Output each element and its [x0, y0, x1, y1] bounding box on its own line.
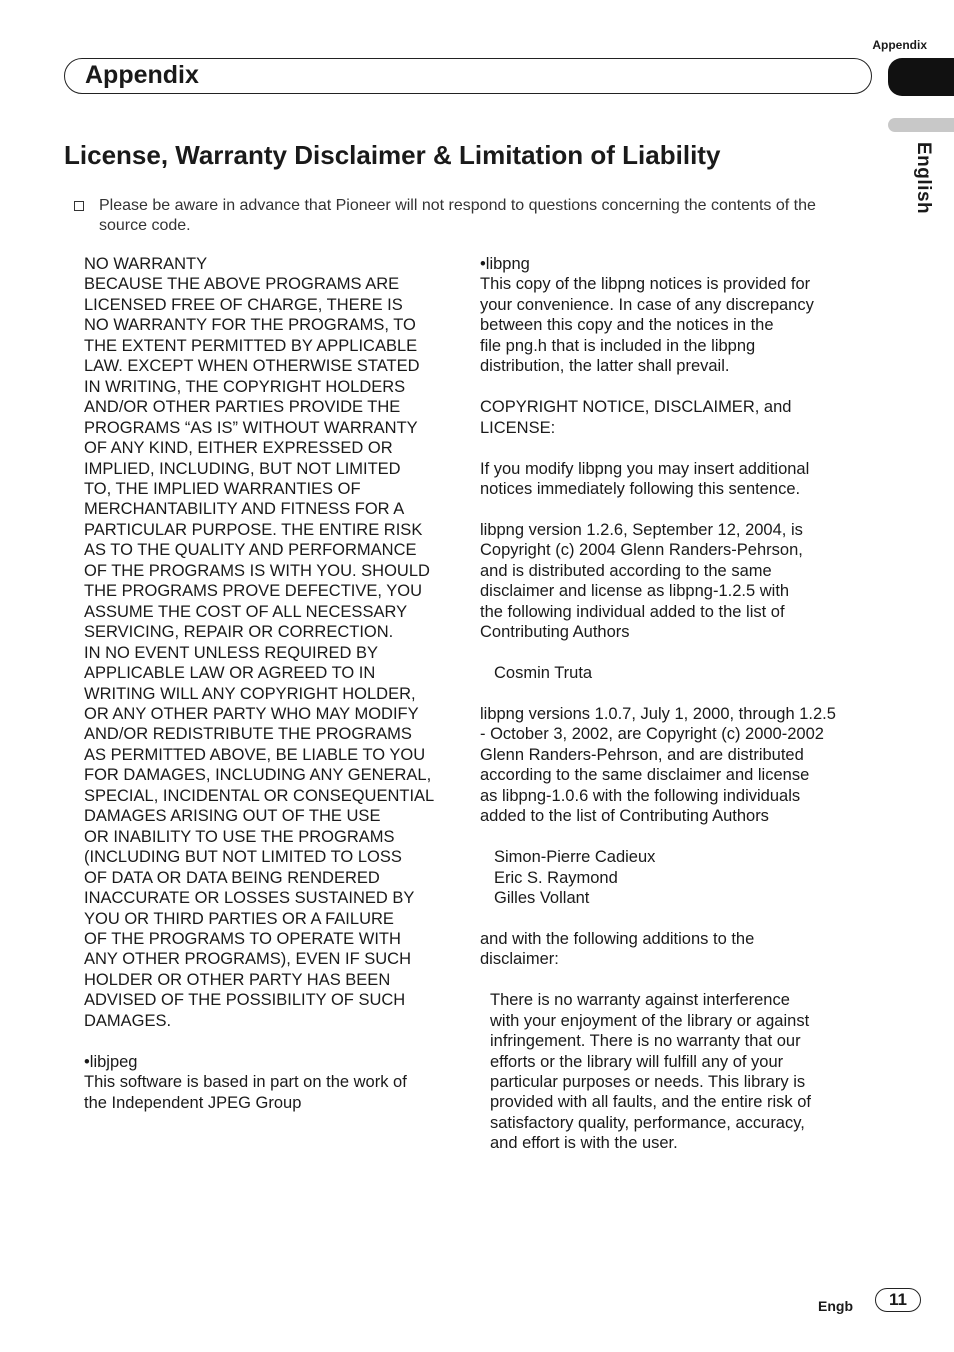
author-126: Cosmin Truta — [494, 664, 593, 682]
warranty-heading: NO WARRANTY — [84, 255, 208, 273]
footer-locale: Engb — [818, 1298, 853, 1314]
additions-body: There is no warranty against interference with your enjoyment of the library or against infringement. There is no warranty that our efforts or the library will fulfill any of your particular purposes or needs. This library is provided with all faults, and the entire risk of satisfactory quality, performance, accuracy, and effort is with the user. — [490, 991, 812, 1153]
liability-body: IN NO EVENT UNLESS REQUIRED BY APPLICABLE LAW OR AGREED TO IN WRITING WILL ANY COPYRIGHT HOLDER, OR ANY OTHER PARTY WHO MAY MODIFY AND/OR REDISTRIBUTE THE PROGRAMS AS PERMITTED ABOVE, BE LIABLE TO YOU FOR DAMAGES, INCLUDING ANY GENERAL, SPECIAL, INCIDENTAL OR CONSEQUENTIAL DAMAGES ARISING OUT OF THE USE OR INABILITY TO USE THE PROGRAMS (INCLUDING BUT NOT LIMITED TO LOSS OF DATA OR DATA BEING RENDERED INACCURATE OR LOSSES SUSTAINED BY YOU OR THIRD PARTIES OR A FAILURE OF THE PROGRAMS TO OPERATE WITH ANY OTHER PROGRAMS), EVEN IF SUCH HOLDER OR OTHER PARTY HAS BEEN ADVISED OF THE POSSIBILITY OF SUCH DAMAGES. — [84, 643, 435, 1030]
section-header-box — [64, 58, 872, 94]
warranty-body: BECAUSE THE ABOVE PROGRAMS ARE LICENSED FREE OF CHARGE, THERE IS NO WARRANTY FOR THE PROGRAMS, TO THE EXTENT PERMITTED BY APPLICABLE LAW. EXCEPT WHEN OTHERWISE STATED IN WRITING, THE COPYRIGHT HOLDERS AND/OR OTHER PARTIES PROVIDE THE PROGRAMS “AS IS” WITHOUT WARRANTY OF ANY KIND, EITHER EXPRESSED OR IMPLIED, INCLUDING, BUT NOT LIMITED TO, THE IMPLIED WARRANTIES OF MERCHANTABILITY AND FITNESS FOR A PARTICULAR PURPOSE. THE ENTIRE RISK AS TO THE QUALITY AND PERFORMANCE OF THE PROGRAMS IS WITH YOU. SHOULD THE PROGRAMS PROVE DEFECTIVE, YOU ASSUME THE COST OF ALL NECESSARY SERVICING, REPAIR OR CORRECTION. — [84, 275, 430, 642]
version-126: libpng version 1.2.6, September 12, 2004, is Copyright (c) 2004 Glenn Randers-Pehrson, and is distributed according to the same disclaimer and license as libpng-1.2.5 with the following individual added to the list of Contributing Authors — [480, 520, 803, 642]
note — [74, 196, 864, 236]
copyright-heading: COPYRIGHT NOTICE, DISCLAIMER, and LICENSE: — [480, 398, 792, 437]
left-column — [84, 254, 469, 1113]
libpng-heading: •libpng — [480, 255, 530, 273]
modify-note: If you modify libpng you may insert additional notices immediately following this sentence. — [480, 459, 810, 498]
language-tab-marker — [888, 118, 954, 132]
right-column — [480, 254, 865, 1154]
libjpeg-heading: •libjpeg — [84, 1052, 138, 1071]
versions-107: libpng versions 1.0.7, July 1, 2000, through 1.2.5 - October 3, 2002, are Copyright (c) 2000-2002 Glenn Randers-Pehrson, and are distributed according to the same disclaimer and license as libpng-1.0.6 with the following individuals added to the list of Contributing Authors — [480, 704, 836, 826]
page-number: 11 — [875, 1288, 921, 1312]
libjpeg-body: This software is based in part on the work of the Independent JPEG Group — [84, 1073, 407, 1112]
libpng-intro: This copy of the libpng notices is provided for your convenience. In case of any discrepancy between this copy and the notices in the file png.h that is included in the libpng distribution, the latter shall prevail. — [480, 275, 814, 376]
authors-107: Simon-Pierre Cadieux Eric S. Raymond Gilles Vollant — [494, 848, 656, 907]
section-tab-marker — [888, 58, 954, 96]
checkbox-bullet-icon — [74, 201, 84, 211]
language-tab-label: English — [913, 142, 934, 215]
note-text: Please be aware in advance that Pioneer will not respond to questions concerning the contents of the source code. — [99, 197, 816, 234]
page-title: License, Warranty Disclaimer & Limitation of Liability — [64, 140, 721, 170]
section-title: Appendix — [85, 61, 199, 89]
additions-intro: and with the following additions to the disclaimer: — [480, 929, 755, 969]
running-header-label: Appendix — [872, 38, 927, 52]
